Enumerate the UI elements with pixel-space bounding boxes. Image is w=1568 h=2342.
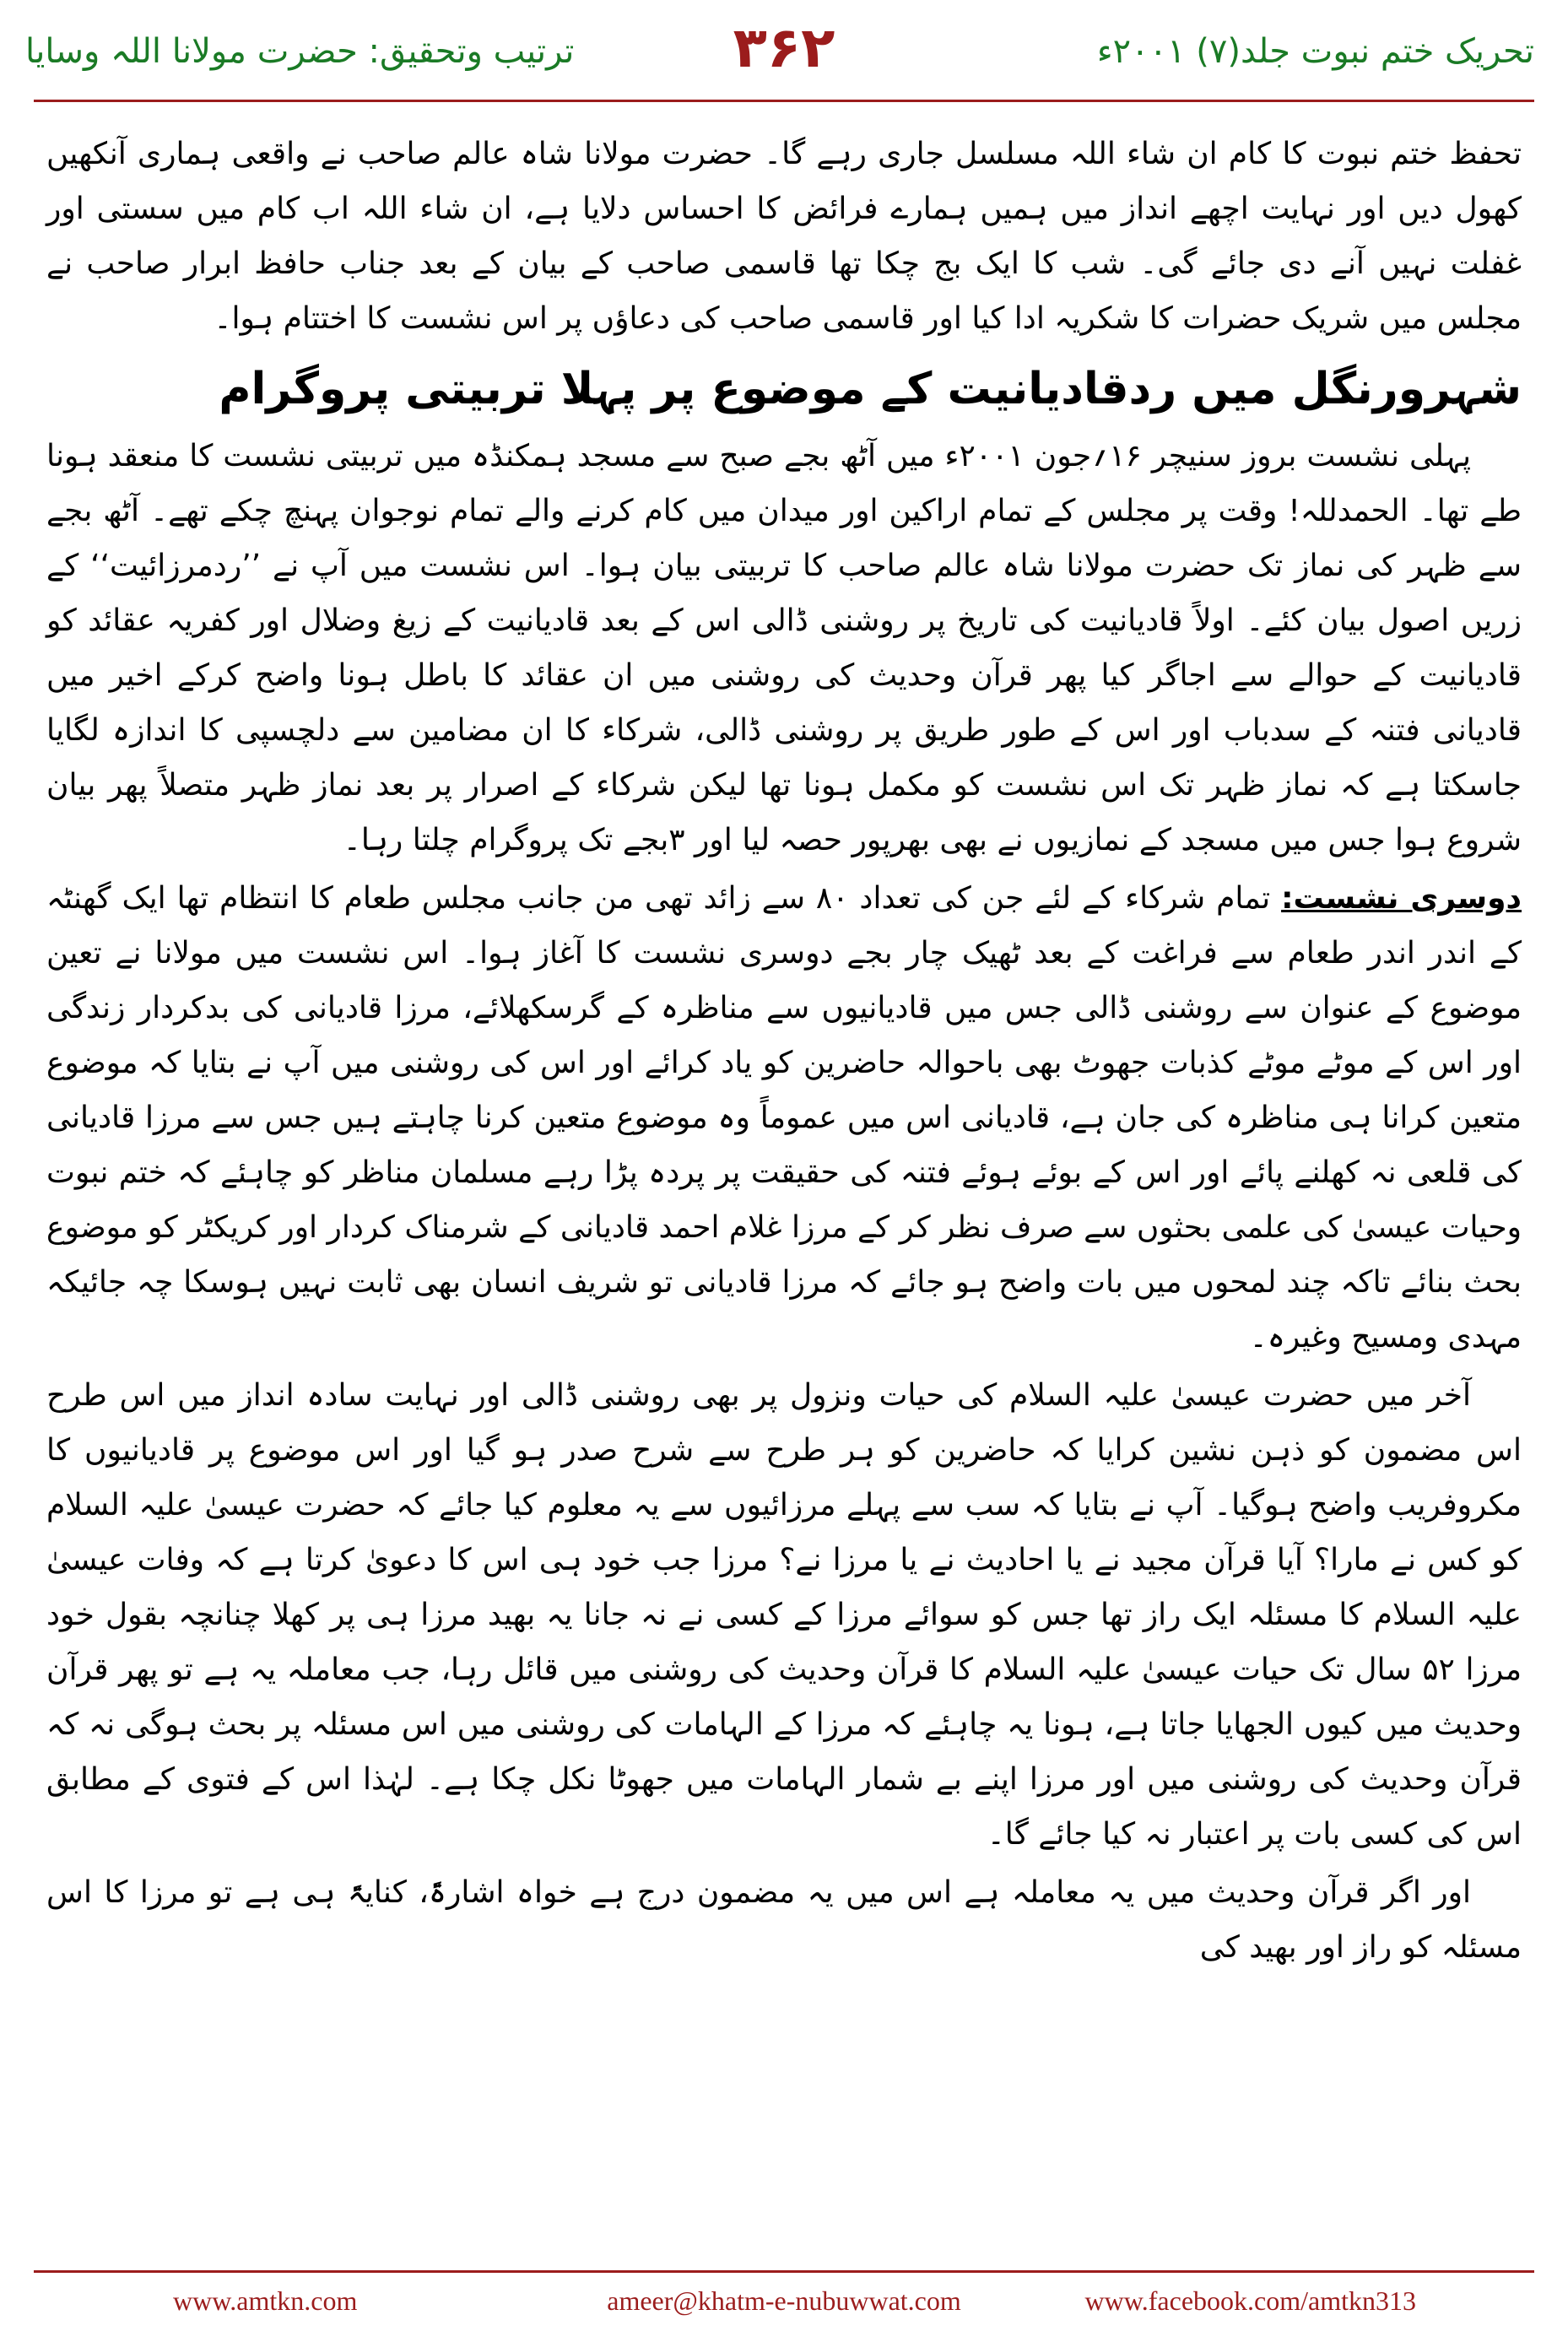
page-number: ۳۶۲	[733, 15, 835, 80]
page-body	[46, 127, 1522, 2270]
footer-divider	[34, 2270, 1534, 2273]
compiler-credit: ترتیب وتحقیق: حضرت مولانا اللہ وسایا	[25, 32, 575, 71]
page-footer	[0, 2270, 1568, 2342]
paragraph-3	[46, 871, 1522, 1365]
paragraph-5: اور اگر قرآن وحدیث میں یہ معاملہ ہے اس میں یہ مضمون درج ہے خواہ اشارۃً، کنایۃً ہی ہے تو مرزا کا اس مسئلہ کو راز اور بھید کی	[46, 1875, 1522, 1965]
header-divider	[34, 100, 1534, 102]
paragraph-4: آخر میں حضرت عیسیٰ علیہ السلام کی حیات ونزول پر بھی روشنی ڈالی اور نہایت سادہ انداز میں اس طرح اس مضمون کو ذہن نشین کرایا کہ حاضرین کو ہر طرح سے شرح صدر ہو گیا اور اس موضوع پر قادیانیوں کا مکروفریب واضح ہوگیا۔ آپ نے بتایا کہ سب سے پہلے مرزائیوں سے یہ معلوم کیا جائے کہ حضرت عیسیٰ علیہ السلام کو کس نے مارا؟ آیا قرآن مجید نے یا احادیث نے یا مرزا نے؟ مرزا جب خود ہی اس کا دعویٰ کرتا ہے کہ وفات عیسیٰ علیہ السلام کا مسئلہ ایک راز تھا جس کو سوائے مرزا کے کسی نے نہ جانا یہ بھید مرزا ہی پر کھلا چنانچہ بقول خود مرزا ۵۲ سال تک حیات عیسیٰ علیہ السلام کا قرآن وحدیث کی روشنی میں قائل رہا، جب معاملہ یہ ہے تو پھر قرآن وحدیث میں کیوں الجھایا جاتا ہے، ہونا یہ چاہئے کہ مرزا کے الہامات کی روشنی میں اس مسئلہ پر بحث ہوگی نہ کہ قرآن وحدیث کی روشنی میں اور مرزا اپنے بے شمار الہامات میں جھوٹا نکل چکا ہے۔ لہٰذا اس کے فتوی کے مطابق اس کی کسی بات پر اعتبار نہ کیا جائے گا۔	[46, 1378, 1522, 1852]
paragraph-3-text: تمام شرکاء کے لئے جن کی تعداد ۸۰ سے زائد تھی من جانب مجلس طعام کا انتظام تھا ایک گھنٹہ کے اندر اندر طعام سے فراغت کے بعد ٹھیک چار بجے دوسری نشست کا آغاز ہوا۔ اس نشست میں مولانا نے تعین موضوع کے عنوان سے روشنی ڈالی جس میں قادیانیوں سے مناظرہ کے گرسکھلائے، مرزا قادیانی کی بدکردار زندگی اور اس کے موٹے موٹے کذبات جھوٹ بھی باحوالہ حاضرین کو یاد کرائے اور اس کی روشنی میں آپ نے بتایا کہ موضوع متعین کرانا ہی مناظرہ کی جان ہے، قادیانی اس میں عموماً وہ موضوع متعین کرنا چاہتے ہیں جس سے مرزا قادیانی کی قلعی نہ کھلنے پائے اور اس کے بوئے ہوئے فتنہ کی حقیقت پر پردہ پڑا رہے مسلمان مناظر کو چاہئے کہ ختم نبوت وحیات عیسیٰ کی علمی بحثوں سے صرف نظر کر کے مرزا غلام احمد قادیانی کے شرمناک کردار اور کریکٹر کو موضوع بحث بنائے تاکہ چند لمحوں میں بات واضح ہو جائے کہ مرزا قادیانی تو شریف انسان بھی ثابت نہیں ہوسکا چہ جائیکہ مہدی ومسیح وغیرہ۔	[46, 881, 1522, 1355]
page-header	[0, 0, 1568, 127]
subheading-second-session: دوسری نشست:	[1281, 881, 1522, 916]
paragraph-2: پہلی نشست بروز سنیچر ۱۶؍جون ۲۰۰۱ء میں آٹھ بجے صبح سے مسجد ہمکنڈہ میں تربیتی نشست کا منعقد ہونا طے تھا۔ الحمدللہ! وقت پر مجلس کے تمام اراکین اور میدان میں کام کرنے والے تمام نوجوان پہنچ چکے تھے۔ آٹھ بجے سے ظہر کی نماز تک حضرت مولانا شاہ عالم صاحب کا تربیتی بیان ہوا۔ اس نشست میں آپ نے ’’ردمرزائیت‘‘ کے زریں اصول بیان کئے۔ اولاً قادیانیت کی تاریخ پر روشنی ڈالی اس کے بعد قادیانیت کے زیغ وضلال اور کفریہ عقائد کو قادیانیت کے حوالے سے اجاگر کیا پھر قرآن وحدیث کی روشنی میں ان عقائد کا باطل ہونا واضح کرکے اخیر میں قادیانی فتنہ کے سدباب اور اس کے طور طریق پر روشنی ڈالی، شرکاء کا ان مضامین سے دلچسپی کا اندازہ لگایا جاسکتا ہے کہ نماز ظہر تک اس نشست کو مکمل ہونا تھا لیکن شرکاء کے اصرار پر بعد نماز ظہر متصلاً پھر بیان شروع ہوا جس میں مسجد کے نمازیوں نے بھی بھرپور حصہ لیا اور ۳بجے تک پروگرام چلتا رہا۔	[46, 439, 1522, 857]
section-heading: شہرورنگل میں ردقادیانیت کے موضوع پر پہلا تربیتی پروگرام	[219, 364, 1522, 414]
book-title: تحریک ختم نبوت جلد(۷) ۲۰۰۱ء	[1096, 32, 1534, 71]
paragraph-1: تحفظ ختم نبوت کا کام ان شاء اللہ مسلسل جاری رہے گا۔ حضرت مولانا شاہ عالم صاحب نے واقعی ہماری آنکھیں کھول دیں اور نہایت اچھے انداز میں ہمیں ہمارے فرائض کا احساس دلایا ہے، ان شاء اللہ اب کام میں سستی اور غفلت نہیں آنے دی جائے گی۔ شب کا ایک بج چکا تھا قاسمی صاحب کے بیان کے بعد جناب حافظ ابرار صاحب نے مجلس میں شریک حضرات کا شکریہ ادا کیا اور قاسمی صاحب کی دعاؤں پر اس نشست کا اختتام ہوا۔	[46, 137, 1522, 336]
email-link[interactable]: ameer@khatm-e-nubuwwat.com	[607, 2285, 961, 2316]
facebook-link[interactable]: www.facebook.com/amtkn313	[1084, 2285, 1416, 2316]
website-link[interactable]: www.amtkn.com	[173, 2285, 358, 2316]
